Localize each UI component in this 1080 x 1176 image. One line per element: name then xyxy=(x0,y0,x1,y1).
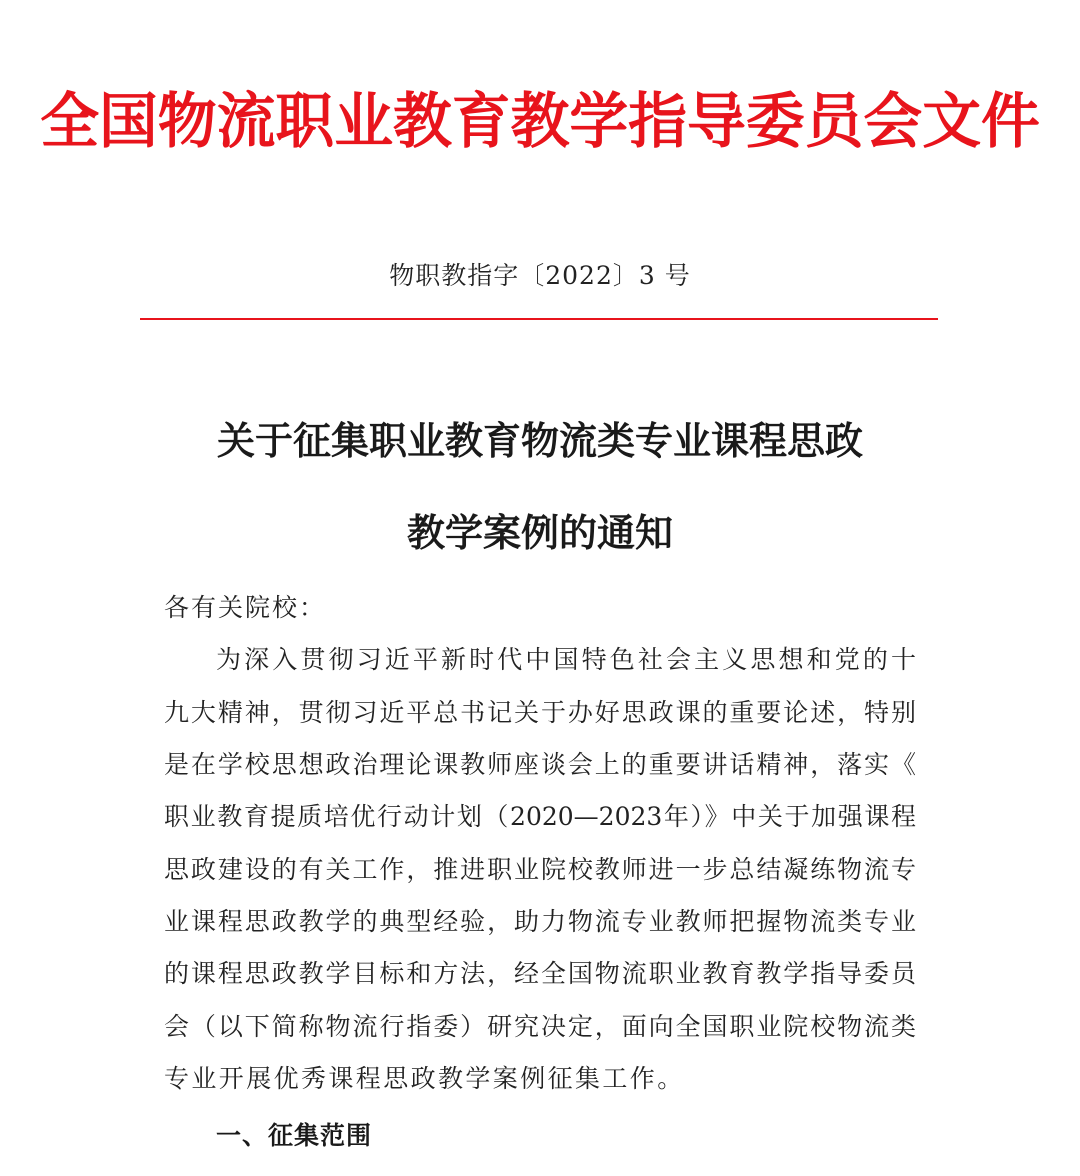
salutation: 各有关院校： xyxy=(164,593,327,622)
body-line: 会（以下简称物流行指委）研究决定，面向全国职业院校物流类 xyxy=(164,1012,916,1041)
body-line: 九大精神，贯彻习近平总书记关于办好思政课的重要论述，特别 xyxy=(164,698,916,727)
notice-title-line-2: 教学案例的通知 xyxy=(406,510,673,555)
red-divider xyxy=(140,318,938,320)
body-line: 职业教育提质培优行动计划（2020—2023年）》中关于加强课程 xyxy=(164,802,916,831)
body-line: 是在学校思想政治理论课教师座谈会上的重要讲话精神，落实《 xyxy=(164,750,916,779)
section-heading: 一、征集范围 xyxy=(216,1121,373,1150)
document-number: 物职教指字〔2022〕3 号 xyxy=(389,261,691,290)
body-line: 思政建设的有关工作，推进职业院校教师进一步总结凝练物流专 xyxy=(164,855,916,884)
body-line: 专业开展优秀课程思政教学案例征集工作。 xyxy=(164,1064,685,1093)
body-line: 为深入贯彻习近平新时代中国特色社会主义思想和党的十 xyxy=(216,645,916,674)
body-line: 的课程思政教学目标和方法，经全国物流职业教育教学指导委员 xyxy=(164,959,916,988)
masthead-title: 全国物流职业教育教学指导委员会文件 xyxy=(40,87,1040,157)
notice-title-line-1: 关于征集职业教育物流类专业课程思政 xyxy=(216,418,863,463)
body-line: 业课程思政教学的典型经验，助力物流专业教师把握物流类专业 xyxy=(164,907,916,936)
